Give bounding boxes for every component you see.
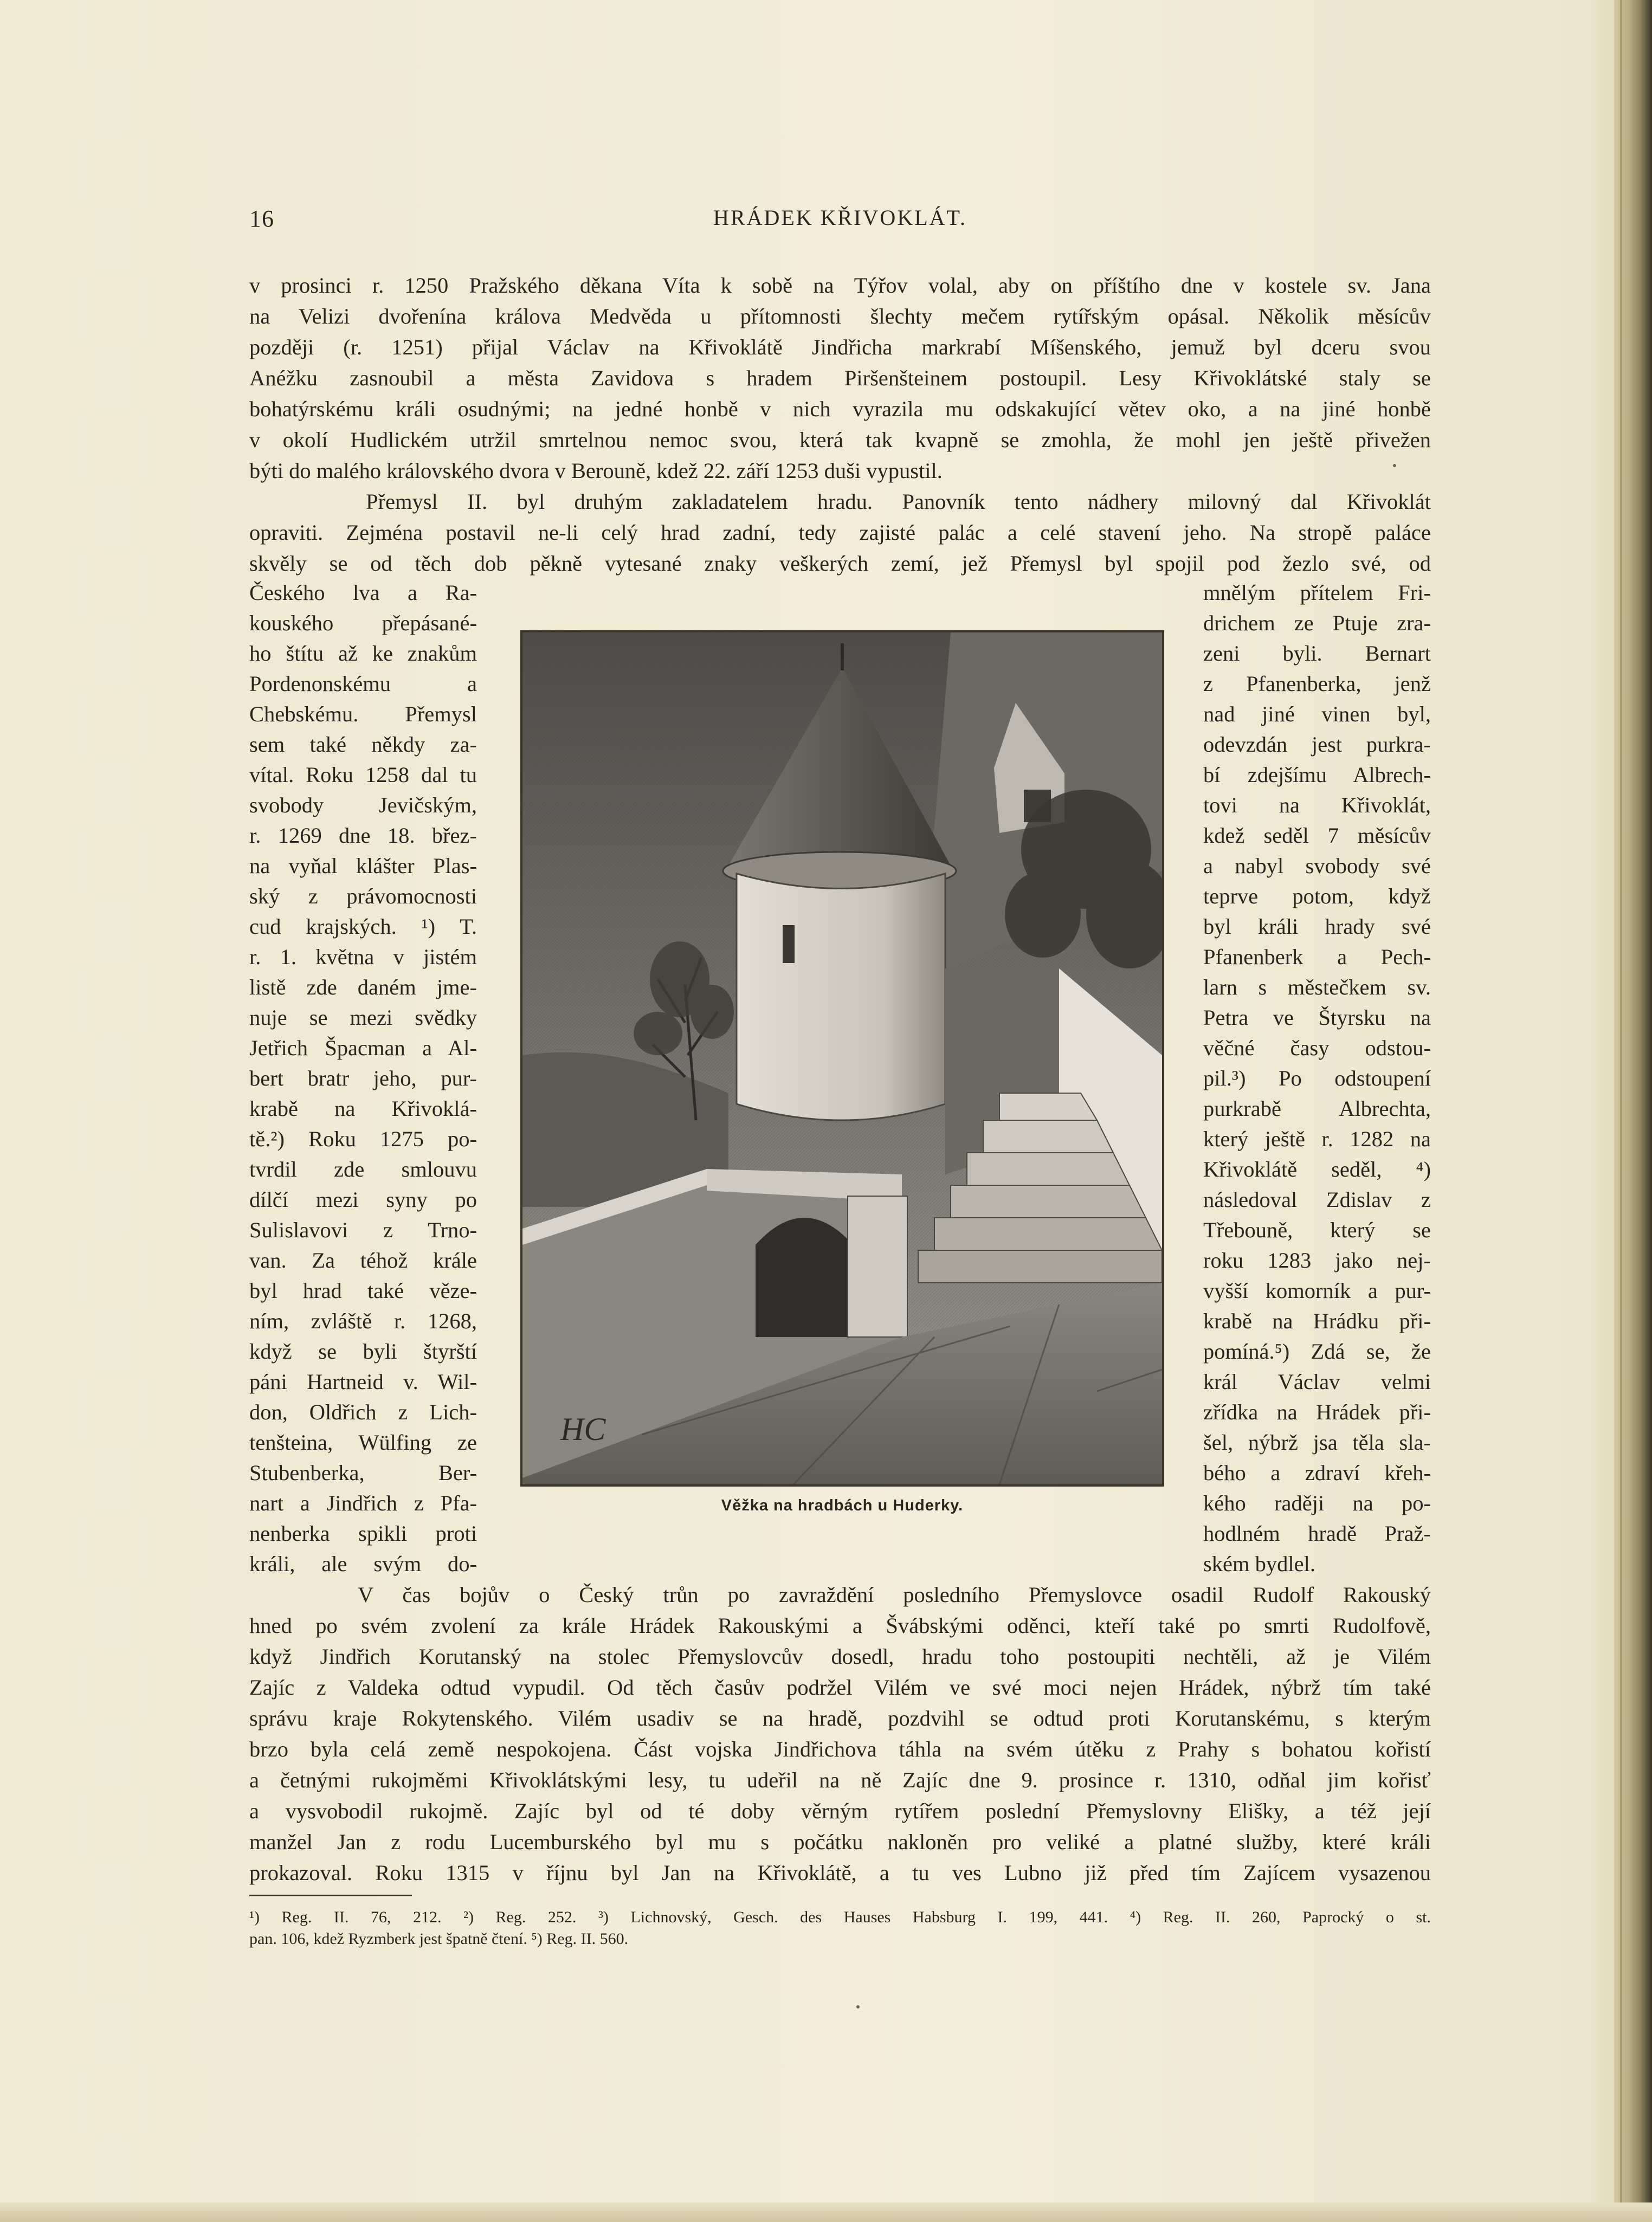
text-line: don, Oldřich z Lich- [249,1400,477,1424]
text-line: šel, nýbrž jsa těla sla- [1203,1430,1431,1455]
text-line: vyšší komorník a pur- [1203,1278,1431,1303]
arch-passage [756,1218,853,1337]
text-line: zřídka na Hrádek při- [1203,1400,1431,1424]
text-line: Chebskému. Přemysl [249,702,477,726]
figure-caption: Věžka na hradbách u Huderky. [721,1497,964,1514]
text-line: Petra ve Štyrsku na [1203,1005,1431,1030]
text-line: král Václav velmi [1203,1370,1431,1394]
text-line: brzo byla celá země nespokojena. Část vojska Jindřichova táhla na svém útěku z Prahy s bohatou kořistí [249,1737,1431,1761]
tower-slit-window [783,925,795,963]
text-line: Zajíc z Valdeka odtud vypudil. Od těch časův podržel Vilém ve své moci nejen Hrádek, nýbrž tím také [249,1675,1431,1700]
text-line: nuje se mezi svědky [249,1005,477,1030]
tower-body [737,874,945,1120]
text-line: opraviti. Zejména postavil ne-li celý hrad zadní, tedy zajisté palác a celé stavení jeho. Na stropě paláce [249,520,1431,545]
footnote-line: ¹) Reg. II. 76, 212. ²) Reg. 252. ³) Lichnovský, Gesch. des Hauses Habsburg I. 199, 441. ⁴) Reg. II. 260, Paprocký o st. [249,1908,1431,1926]
text-line: bí zdejšímu Albrech- [1203,763,1431,787]
text-line: ském bydlel. [1203,1552,1315,1576]
page-title: HRÁDEK KŘIVOKLÁT. [713,205,967,230]
text-line: byl králi hrady své [1203,914,1431,939]
text-line: a četnými rukojměmi Křivoklátskými lesy, tu udeřil na ně Zajíc dne 9. prosince r. 1310, odňal jim kořisť [249,1768,1431,1792]
text-line: který ještě r. 1282 na [1203,1127,1431,1151]
text-line: páni Hartneid v. Wil- [249,1370,477,1394]
text-line: teprve potom, když [1203,884,1431,908]
text-line: věčné časy odstou- [1203,1036,1431,1060]
text-line: nenberka spikli proti [249,1521,477,1546]
text-line: odevzdán jest purkra- [1203,732,1431,757]
text-line: ský z právomocnosti [249,884,477,908]
text-line: když Jindřich Korutanský na stolec Přemyslovcův dosedl, hradu toho postoupiti nechtěli, až je Vilém [249,1644,1431,1669]
text-line: následoval Zdislav z [1203,1187,1431,1212]
ink-speck [856,2005,860,2008]
footnote-rule [249,1895,412,1896]
text-line: krabě na Hrádku při- [1203,1309,1431,1333]
ink-speck [1393,464,1396,467]
text-line: nart a Jindřich z Pfa- [249,1491,477,1515]
text-line: kouského přepásané- [249,611,477,635]
text-line: Křivoklátě seděl, ⁴) [1203,1157,1431,1181]
text-line: kého raději na po- [1203,1491,1431,1515]
text-line: skvěly se od těch dob pěkně vytesané znaky veškerých zemí, jež Přemysl byl spojil pod žezlo své, od [249,551,1431,576]
bottom-paragraph [249,1579,1431,1888]
text-line: ho štítu až ke znakům [249,641,477,666]
text-line: manžel Jan z rodu Lucemburského byl mu s počátku nakloněn pro veliké a platné služby, které králi [249,1830,1431,1854]
text-line: v prosinci r. 1250 Pražského děkana Víta k sobě na Týřov volal, aby on příštího dne v kostele sv. Jana [249,273,1431,298]
text-line: vítal. Roku 1258 dal tu [249,763,477,787]
spine-edge [1620,0,1622,2222]
text-line: purkrabě Albrechta, [1203,1096,1431,1121]
text-line: na Velizi dvořenína králova Medvěda u přítomnosti šlechty mečem rytířským opásal. Několik měsícův [249,304,1431,328]
text-line: pomíná.⁵) Zdá se, že [1203,1339,1431,1364]
text-line: na vyňal klášter Plas- [249,854,477,878]
text-line: sem také někdy za- [249,732,477,757]
text-line: byl hrad také věze- [249,1278,477,1303]
engraving-tower [522,632,1162,1484]
text-line: listě zde daném jme- [249,975,477,999]
text-line: později (r. 1251) přijal Václav na Křivoklátě Jindřicha markrabí Míšenského, jemuž byl dceru svou [249,335,1431,359]
text-line: Anéžku zasnoubil a města Zavidova s hradem Piršenšteinem postoupil. Lesy Křivoklátské staly se [249,366,1431,390]
text-line: prokazoval. Roku 1315 v říjnu byl Jan na Křivoklátě, a tu ves Lubno již před tím Zajícem vysazenou [249,1861,1431,1885]
text-line: když se byli štyrští [249,1339,477,1364]
text-line: Pfanenberk a Pech- [1203,945,1431,969]
text-line: bého a zdraví křeh- [1203,1461,1431,1485]
text-line: ním, zvláště r. 1268, [249,1309,477,1333]
text-line: tvrdil zde smlouvu [249,1157,477,1181]
text-line: tenšteina, Wülfing ze [249,1430,477,1455]
text-line: králi, ale svým do- [249,1552,477,1576]
text-line: Pordenonskému a [249,671,477,696]
text-line: nad jiné vinen byl, [1203,702,1431,726]
text-line: a vysvobodil rukojmě. Zajíc byl od té doby věrným rytířem poslední Přemyslovny Elišky, a též její [249,1799,1431,1823]
text-line: pil.³) Po odstoupení [1203,1066,1431,1090]
footnote-line: pan. 106, kdež Ryzmberk jest špatně čtení. ⁵) Reg. II. 560. [249,1930,629,1948]
page-number: 16 [249,205,274,232]
text-line: bohatýrskému králi osudnými; na jedné honbě v nich vyrazila mu odskakující větev oko, a na jiné honbě [249,397,1431,421]
second-paragraph [249,486,1431,579]
text-line: cud krajských. ¹) T. [249,914,477,939]
text-line: dílčí mezi syny po [249,1187,477,1212]
text-line: bert bratr jeho, pur- [249,1066,477,1090]
page-bottom-edge [0,2202,1652,2222]
text-line: larn s městečkem sv. [1203,975,1431,999]
text-line: Třebouně, který se [1203,1218,1431,1242]
top-paragraph [249,270,1431,486]
text-line: Českého lva a Ra- [249,580,477,605]
left-column [249,578,477,1579]
running-head [249,205,1431,237]
right-column [1203,578,1431,1579]
text-line: roku 1283 jako nej- [1203,1248,1431,1273]
text-line: tovi na Křivoklát, [1203,793,1431,817]
text-line: kdež seděl 7 měsícův [1203,823,1431,848]
text-line: tě.²) Roku 1275 po- [249,1127,477,1151]
artist-signature: HC [560,1411,606,1447]
text-line: Sulislavovi z Trno- [249,1218,477,1242]
text-line: býti do malého královského dvora v Berouně, kdež 22. září 1253 duši vypustil. [249,458,943,483]
text-line: hned po svém zvolení za krále Hrádek Rakouskými a Švábskými oděnci, kteří také po smrti Rudolfově, [249,1613,1431,1638]
text-line: r. 1269 dne 18. břez- [249,823,477,848]
text-line: drichem ze Ptuje zra- [1203,611,1431,635]
text-line: svobody Jevičským, [249,793,477,817]
footnotes [249,1907,1431,1950]
text-line: zeni byli. Bernart [1203,641,1431,666]
figure-tower-illustration [520,630,1164,1487]
text-line: hodlném hradě Praž- [1203,1521,1431,1546]
text-line: Stubenberka, Ber- [249,1461,477,1485]
text-line: V čas bojův o Český trůn po zavraždění posledního Přemyslovce osadil Rudolf Rakouský [358,1582,1431,1607]
text-line: krabě na Křivoklá- [249,1096,477,1121]
text-line: Jetřich Špacman a Al- [249,1036,477,1060]
text-line: v okolí Hudlickém utržil smrtelnou nemoc svou, která tak kvapně se zmohla, že mohl jen ještě přivežen [249,428,1431,452]
text-line: van. Za téhož krále [249,1248,477,1273]
text-line: Přemysl II. byl druhým zakladatelem hradu. Panovník tento nádhery milovný dal Křivoklát [366,489,1431,514]
text-line: mnělým přítelem Fri- [1203,580,1431,605]
text-line: správu kraje Rokytenského. Vilém usadiv se na hradě, pozdvihl se odtud proti Korutanskému, s kterým [249,1706,1431,1730]
text-line: z Pfanenberka, jenž [1203,671,1431,696]
text-line: r. 1. května v jistém [249,945,477,969]
text-line: a nabyl svobody své [1203,854,1431,878]
